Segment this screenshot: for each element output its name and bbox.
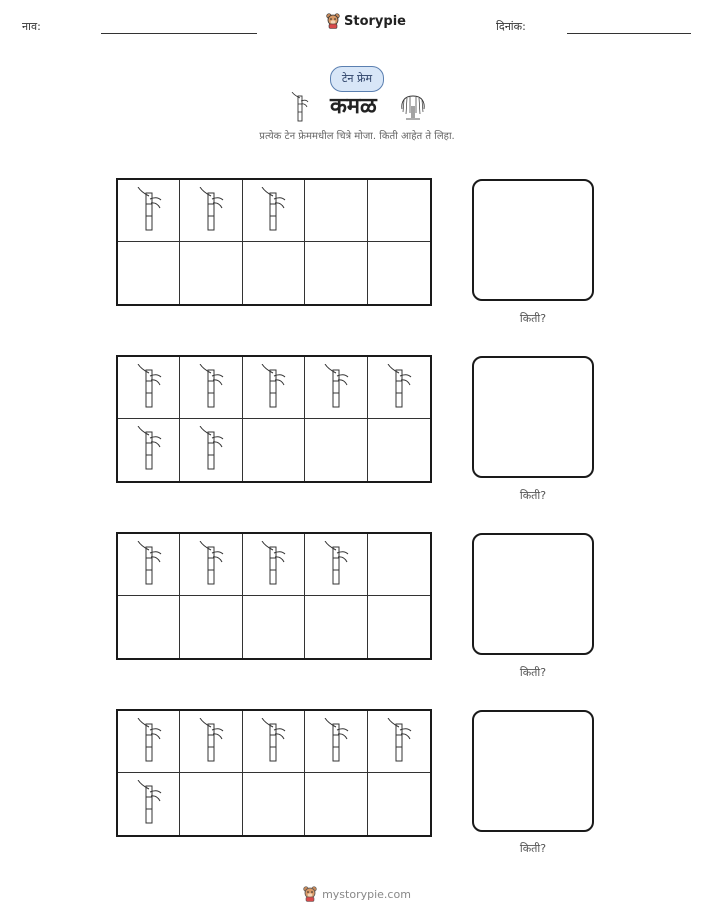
footer [0, 886, 714, 902]
answer-prompt-4: किती? [519, 842, 547, 855]
bamboo-icon [136, 718, 162, 766]
bamboo-icon [136, 426, 162, 474]
ten-frame-cell [180, 711, 242, 773]
ten-frame-cell [180, 596, 242, 658]
ten-frame-cell [243, 242, 305, 304]
instruction-text: प्रत्येक टेन फ्रेममधील चित्रे मोजा. किती आहेत ते लिहा. [259, 131, 455, 142]
bamboo-icon [136, 364, 162, 412]
ten-frame-cell [305, 596, 367, 658]
ten-frame-cell [118, 773, 180, 835]
bamboo-icon [198, 364, 224, 412]
bamboo-icon [260, 187, 286, 235]
answer-prompt-1: किती? [519, 312, 547, 325]
date-line[interactable] [567, 33, 691, 34]
bamboo-icon [260, 541, 286, 589]
ten-frame-cell [305, 357, 367, 419]
ten-frame-cell [305, 242, 367, 304]
name-label: नाव: [22, 20, 41, 33]
bamboo-icon [136, 187, 162, 235]
answer-prompt-3: किती? [519, 666, 547, 679]
brand-logo [326, 13, 406, 29]
bamboo-icon [386, 364, 412, 412]
ten-frame-cell [305, 534, 367, 596]
ten-frame-cell [368, 534, 430, 596]
ten-frame-cell [368, 773, 430, 835]
ten-frame-cell [243, 711, 305, 773]
ten-frame-cell [368, 419, 430, 481]
bamboo-icon [198, 187, 224, 235]
ten-frame-cell [305, 419, 367, 481]
ten-frame-cell [118, 242, 180, 304]
brand-name: Storypie [344, 13, 406, 29]
ten-frame-cell [180, 357, 242, 419]
bamboo-icon [260, 718, 286, 766]
ten-frame-cell [243, 419, 305, 481]
ten-frame-cell [118, 419, 180, 481]
ten-frame-1 [116, 178, 432, 306]
ten-frame-cell [118, 596, 180, 658]
ten-frame-cell [118, 357, 180, 419]
bamboo-icon [386, 718, 412, 766]
ten-frame-cell [118, 180, 180, 242]
answer-box-3[interactable] [472, 533, 594, 655]
ten-frame-cell [243, 773, 305, 835]
ten-frame-3 [116, 532, 432, 660]
ten-frame-cell [305, 773, 367, 835]
willow-tree-icon [398, 92, 428, 120]
bamboo-icon [198, 541, 224, 589]
date-label: दिनांक: [496, 20, 526, 33]
bamboo-icon [136, 541, 162, 589]
answer-box-1[interactable] [472, 179, 594, 301]
ten-frame-cell [180, 773, 242, 835]
bamboo-icon [291, 92, 309, 122]
name-line[interactable] [101, 33, 257, 34]
ten-frame-badge: टेन फ्रेम [330, 66, 384, 92]
ten-frame-cell [368, 180, 430, 242]
ten-frame-cell [118, 711, 180, 773]
ten-frame-cell [305, 180, 367, 242]
bear-mascot-icon [303, 886, 317, 902]
bamboo-icon [136, 780, 162, 828]
ten-frame-cell [368, 357, 430, 419]
ten-frame-cell [180, 180, 242, 242]
ten-frame-2 [116, 355, 432, 483]
answer-prompt-2: किती? [519, 489, 547, 502]
ten-frame-cell [180, 242, 242, 304]
footer-url[interactable]: mystorypie.com [322, 887, 411, 901]
ten-frame-cell [118, 534, 180, 596]
ten-frame-cell [305, 711, 367, 773]
ten-frame-4 [116, 709, 432, 837]
answer-box-2[interactable] [472, 356, 594, 478]
ten-frame-cell [368, 596, 430, 658]
ten-frame-cell [180, 534, 242, 596]
bamboo-icon [198, 718, 224, 766]
ten-frame-cell [243, 596, 305, 658]
ten-frame-cell [243, 534, 305, 596]
ten-frame-cell [368, 242, 430, 304]
ten-frame-cell [180, 419, 242, 481]
bear-mascot-icon [326, 13, 340, 29]
ten-frame-cell [243, 180, 305, 242]
ten-frame-cell [243, 357, 305, 419]
answer-box-4[interactable] [472, 710, 594, 832]
bamboo-icon [323, 718, 349, 766]
bamboo-icon [323, 364, 349, 412]
ten-frame-cell [368, 711, 430, 773]
bamboo-icon [323, 541, 349, 589]
page-title: कमळ [330, 94, 377, 119]
bamboo-icon [198, 426, 224, 474]
bamboo-icon [260, 364, 286, 412]
